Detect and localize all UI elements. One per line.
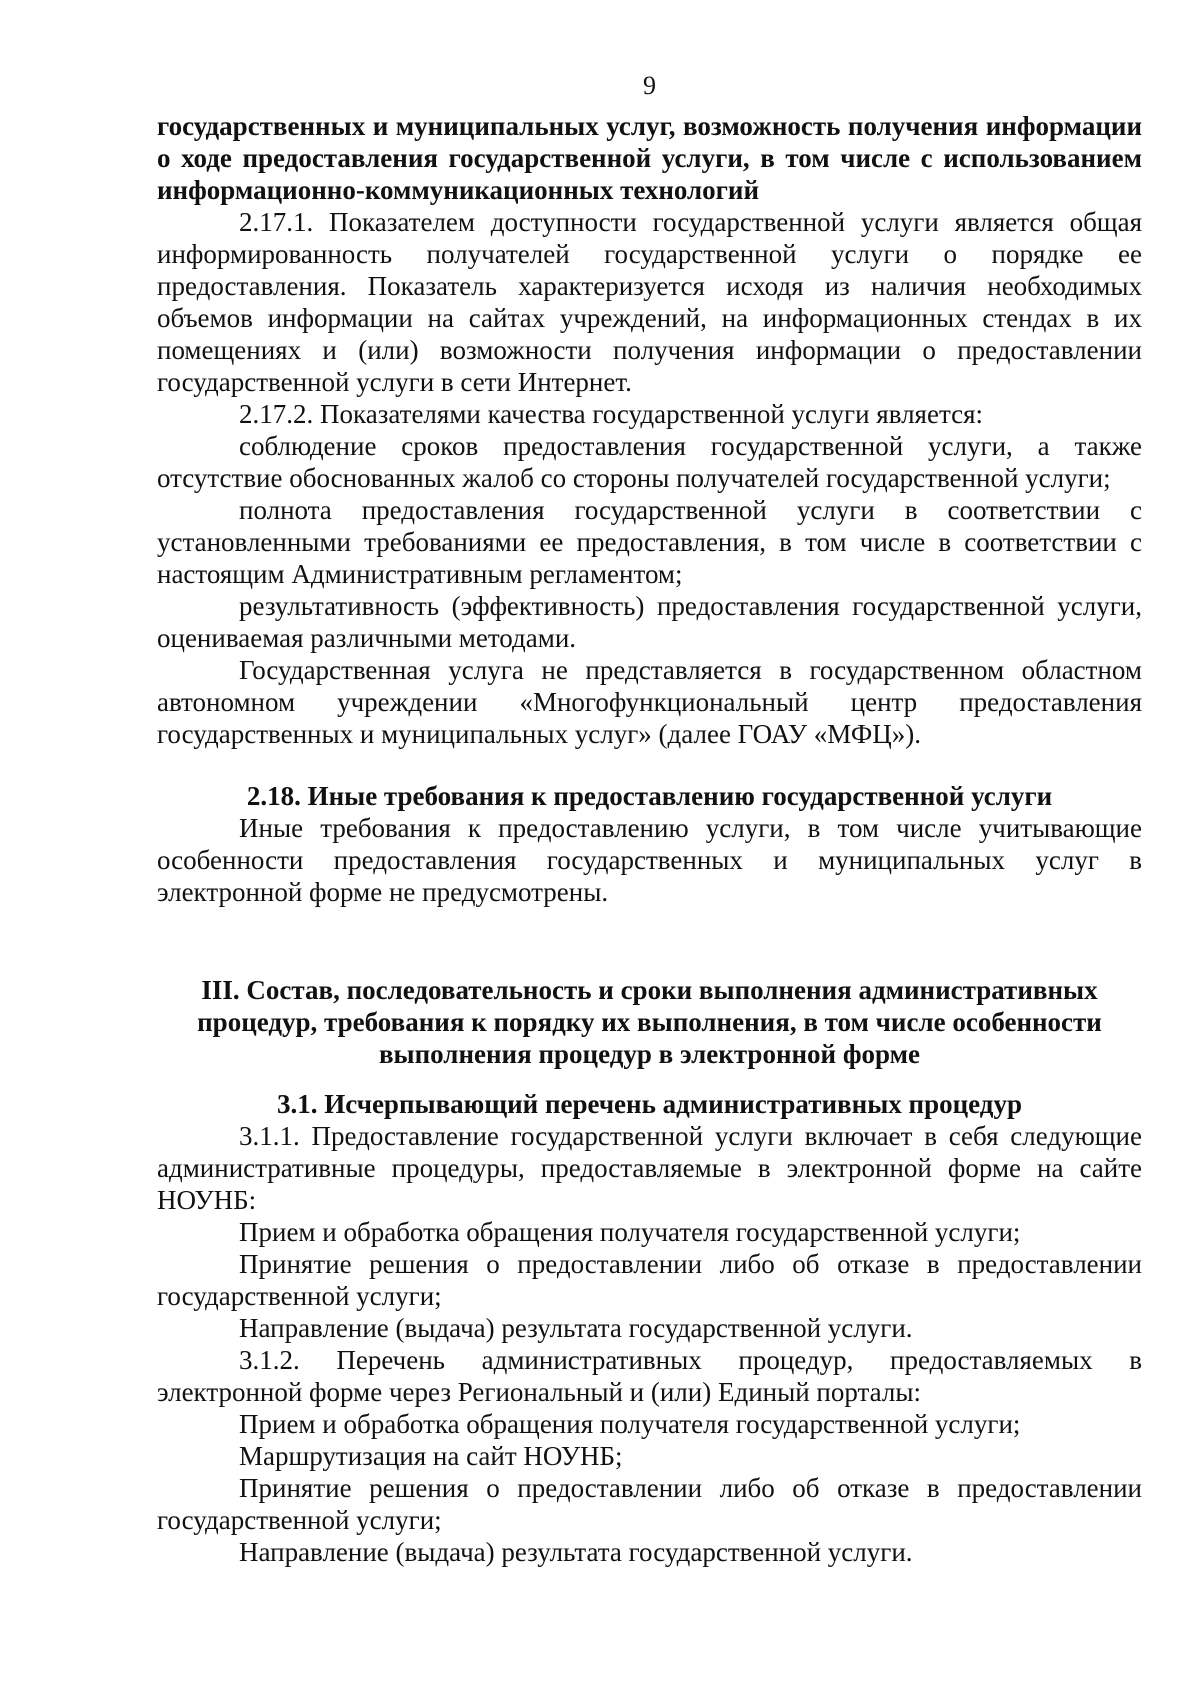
section-3-1-heading: 3.1. Исчерпывающий перечень административных процедур — [277, 1089, 1022, 1119]
chapter-3-heading: III. Состав, последовательность и сроки выполнения административных процедур, требования к порядку их выполнения, в том числе особенности выполнения процедур в электронной форме — [197, 975, 1102, 1069]
paragraph-3-1-2: 3.1.2. Перечень административных процедур, предоставляемых в электронной форме через Региональный и (или) Единый порталы: — [157, 1345, 1142, 1407]
procedure-item: Прием и обработка обращения получателя государственной услуги; — [239, 1217, 1021, 1247]
procedure-item: Принятие решения о предоставлении либо об отказе в предоставлении государственной услуги; — [157, 1249, 1142, 1311]
quality-indicator-deadlines: соблюдение сроков предоставления государственной услуги, а также отсутствие обоснованных жалоб со стороны получателей государственной услуги; — [157, 431, 1142, 493]
paragraph-2-18: Иные требования к предоставлению услуги, в том числе учитывающие особенности предоставления государственных и муниципальных услуг в электронной форме не предусмотрены. — [157, 813, 1142, 907]
procedure-item: Маршрутизация на сайт НОУНБ; — [239, 1441, 623, 1471]
paragraph-2-17-1: 2.17.1. Показателем доступности государственной услуги является общая информированность получателей государственной услуги о порядке ее предоставления. Показатель характеризуется исходя из наличия необходимых объемов информации на сайтах учреждений, на информационных стендах в их помещениях и (или) возможности получения информации о предоставлении государственной услуги в сети Интернет. — [157, 207, 1142, 397]
spacer — [157, 1070, 1142, 1088]
procedure-item: Прием и обработка обращения получателя государственной услуги; — [239, 1409, 1021, 1439]
paragraph-3-1-1: 3.1.1. Предоставление государственной услуги включает в себя следующие административные процедуры, предоставляемые в электронной форме на сайте НОУНБ: — [157, 1121, 1142, 1215]
page-number: 9 — [643, 71, 656, 100]
section-2-17-title-continued: государственных и муниципальных услуг, возможность получения информации о ходе предоставления государственной услуги, в том числе с использованием информационно-коммуникационных технологий — [157, 111, 1142, 205]
paragraph-mfc-note: Государственная услуга не представляется в государственном областном автономном учреждении «Многофункциональный центр предоставления государственных и муниципальных услуг» (далее ГОАУ «МФЦ»). — [157, 655, 1142, 749]
section-2-18-heading: 2.18. Иные требования к предоставлению государственной услуги — [246, 781, 1053, 811]
spacer — [157, 750, 1142, 780]
procedure-item: Направление (выдача) результата государственной услуги. — [239, 1313, 913, 1343]
paragraph-2-17-2: 2.17.2. Показателями качества государственной услуги является: — [239, 399, 983, 429]
procedure-item: Принятие решения о предоставлении либо об отказе в предоставлении государственной услуги; — [157, 1473, 1142, 1535]
quality-indicator-effectiveness: результативность (эффективность) предоставления государственной услуги, оцениваемая различными методами. — [157, 591, 1142, 653]
spacer — [157, 908, 1142, 974]
quality-indicator-completeness: полнота предоставления государственной услуги в соответствии с установленными требованиями ее предоставления, в том числе в соответствии с настоящим Административным регламентом; — [157, 495, 1142, 589]
procedure-item: Направление (выдача) результата государственной услуги. — [239, 1537, 913, 1567]
